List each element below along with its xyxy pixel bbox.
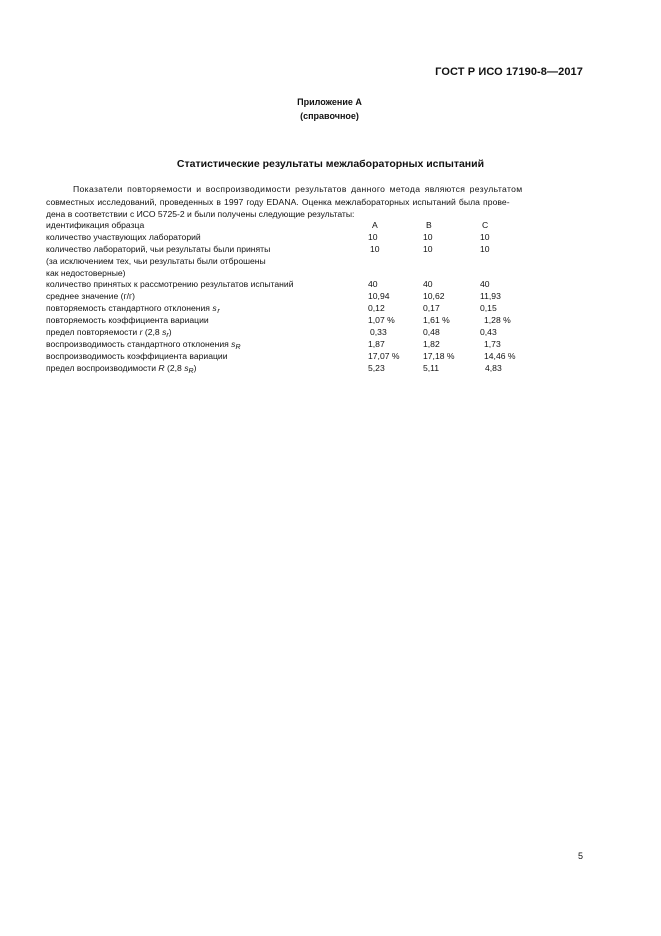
value-sample-b: 1,61 % bbox=[423, 315, 450, 326]
table-row bbox=[46, 232, 586, 244]
intro-paragraph bbox=[46, 183, 582, 221]
value-sample-b: 1,82 bbox=[423, 338, 440, 349]
page-number: 5 bbox=[578, 851, 584, 861]
value-sample-c: 0,43 bbox=[480, 327, 497, 338]
value-sample-c: 14,46 % bbox=[484, 350, 516, 361]
results-table bbox=[46, 220, 586, 375]
value-sample-b: 10,62 bbox=[423, 291, 445, 302]
row-label: количество участвующих лабораторий bbox=[46, 231, 201, 242]
row-label: повторяемость коэффициента вариации bbox=[46, 315, 209, 326]
paragraph-line: Показатели повторяемости и воспроизводимости результатов данного метода являются результатом bbox=[73, 184, 523, 194]
row-label: количество принятых к рассмотрению результатов испытаний bbox=[46, 279, 294, 290]
row-label: идентификация образца bbox=[46, 220, 145, 230]
standard-code: ГОСТ Р ИСО 17190-8—2017 bbox=[435, 66, 583, 78]
table-row bbox=[46, 303, 586, 315]
value-sample-c: 4,83 bbox=[485, 362, 502, 373]
value-sample-b: 0,17 bbox=[423, 303, 440, 314]
table-row bbox=[46, 339, 586, 351]
row-label-suffix: ) bbox=[193, 362, 197, 373]
section-title: Статистические результаты межлабораторных испытаний bbox=[176, 158, 485, 170]
value-sample-b: 40 bbox=[423, 279, 433, 290]
row-label: (за исключением тех, чьи результаты были отброшены bbox=[46, 255, 266, 266]
value-sample-a: 0,33 bbox=[370, 327, 387, 338]
annex-label: Приложение А bbox=[297, 97, 362, 107]
annex-type: (справочное) bbox=[300, 111, 359, 121]
symbol-subscript: r bbox=[166, 332, 169, 340]
value-sample-b: 5,11 bbox=[423, 362, 440, 373]
value-sample-b: 17,18 % bbox=[423, 350, 455, 361]
value-sample-a: А bbox=[372, 220, 378, 230]
value-sample-b: 10 bbox=[423, 243, 433, 254]
table-row bbox=[46, 315, 586, 327]
value-sample-b: 0,48 bbox=[423, 327, 440, 338]
table-row bbox=[46, 279, 586, 291]
paragraph-line: совместных исследований, проведенных в 1997 году EDANA. Оценка межлабораторных испытаний была прове- bbox=[46, 196, 510, 207]
table-row bbox=[46, 268, 586, 280]
value-sample-a: 1,07 % bbox=[368, 315, 395, 326]
value-sample-a: 0,12 bbox=[368, 303, 385, 314]
symbol-subscript: R bbox=[188, 367, 194, 375]
value-sample-c: 1,28 % bbox=[484, 315, 511, 326]
value-sample-a: 17,07 % bbox=[368, 350, 400, 361]
symbol-subscript: r bbox=[217, 308, 220, 316]
table-row bbox=[46, 220, 586, 232]
value-sample-c: 0,15 bbox=[480, 303, 497, 314]
value-sample-b: В bbox=[426, 220, 432, 230]
row-label-text: предел воспроизводимости R (2,8 s bbox=[46, 362, 189, 373]
value-sample-c: 10 bbox=[480, 243, 490, 254]
value-sample-a: 1,87 bbox=[368, 338, 385, 349]
table-row bbox=[46, 327, 586, 339]
row-label-text: повторяемость стандартного отклонения s bbox=[46, 303, 217, 314]
value-sample-c: 1,73 bbox=[484, 338, 501, 349]
paragraph-line: дена в соответствии с ИСО 5725-2 и были получены следующие результаты: bbox=[46, 209, 355, 220]
table-row bbox=[46, 363, 586, 375]
table-row bbox=[46, 291, 586, 303]
value-sample-c: 40 bbox=[480, 279, 490, 290]
value-sample-a: 5,23 bbox=[368, 362, 385, 373]
symbol-subscript: R bbox=[235, 343, 241, 351]
value-sample-a: 10 bbox=[368, 231, 378, 242]
table-row bbox=[46, 244, 586, 256]
annex-heading bbox=[0, 95, 661, 123]
value-sample-a: 10,94 bbox=[368, 291, 390, 302]
value-sample-a: 40 bbox=[368, 279, 378, 290]
value-sample-c: 10 bbox=[480, 231, 490, 242]
row-label: среднее значение (г/г) bbox=[46, 291, 136, 302]
row-label-text: предел повторяемости r (2,8 s bbox=[46, 327, 167, 338]
value-sample-c: С bbox=[482, 220, 489, 230]
row-label: как недостоверные) bbox=[46, 267, 126, 278]
row-label: количество лабораторий, чьи результаты были приняты bbox=[46, 243, 271, 254]
row-label bbox=[46, 363, 196, 376]
value-sample-c: 11,93 bbox=[480, 291, 501, 302]
value-sample-a: 10 bbox=[370, 243, 380, 254]
table-row bbox=[46, 256, 586, 268]
row-label: воспроизводимость коэффициента вариации bbox=[46, 350, 228, 361]
row-label-text: воспроизводимость стандартного отклонения s bbox=[46, 338, 236, 349]
value-sample-b: 10 bbox=[423, 231, 433, 242]
row-label-suffix: ) bbox=[168, 327, 172, 338]
table-row bbox=[46, 351, 586, 363]
